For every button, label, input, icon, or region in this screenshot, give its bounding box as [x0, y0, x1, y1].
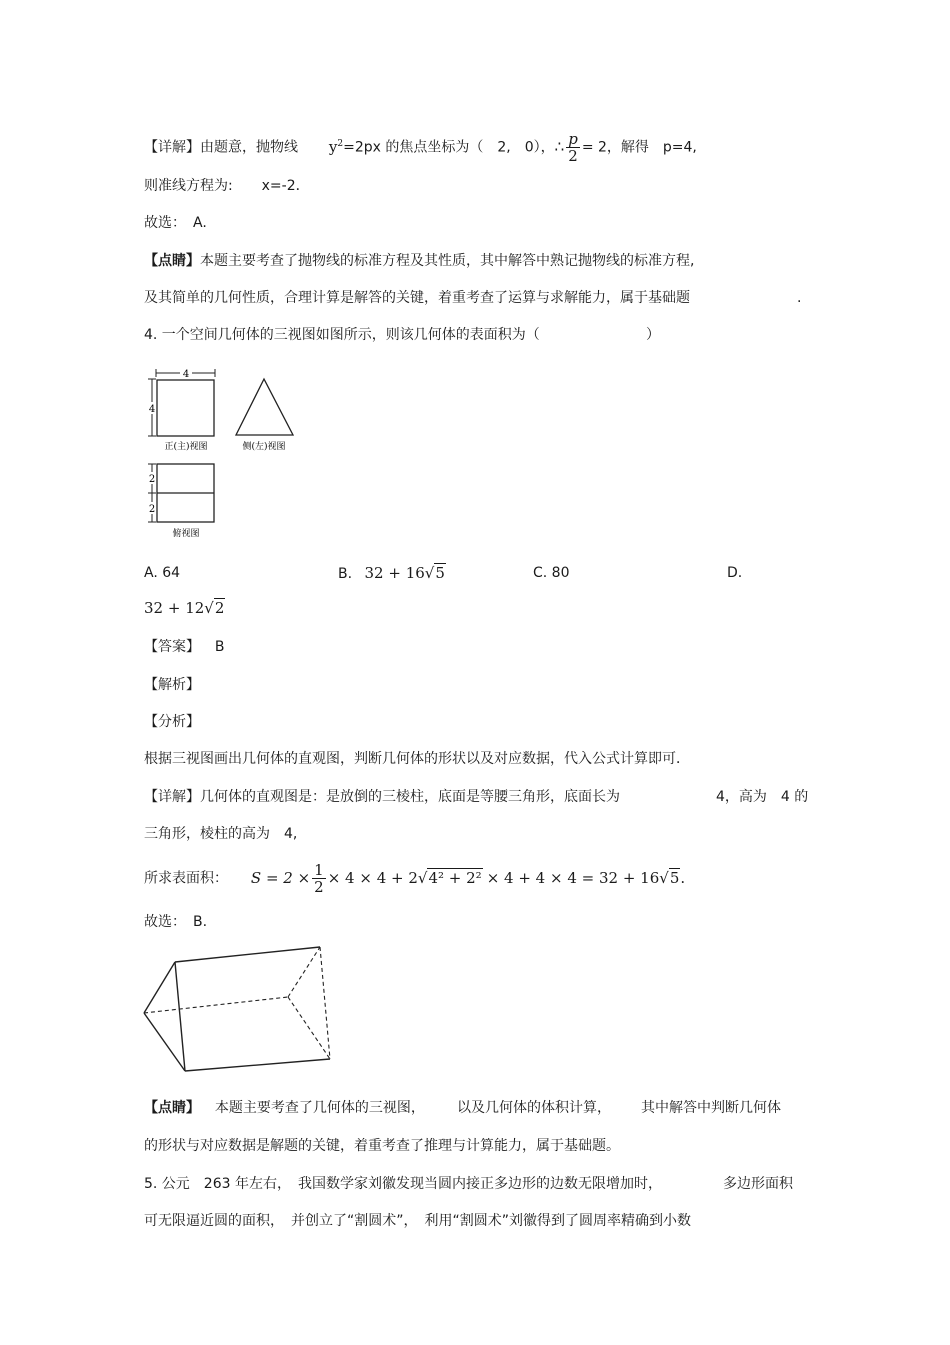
q4-stem: 4. 一个空间几何体的三视图如图所示，则该几何体的表面积为（	[144, 327, 540, 343]
top-view	[147, 464, 214, 539]
analysis-text: 根据三视图画出几何体的直观图，判断几何体的形状以及对应数据，代入公式计算即可．	[144, 751, 690, 767]
q4-review-tag: 【点睛】	[144, 1100, 200, 1116]
prev-review-line-1: 【点睛】本题主要考查了抛物线的标准方程及其性质，其中解答中熟记抛物线的标准方程,	[144, 253, 695, 269]
prev-directrix-line	[144, 176, 310, 196]
front-caption: 正(主)视图	[164, 442, 208, 452]
q5-line-2: 可无限逼近圆的面积， 并创立了“割圆术”， 利用“割圆术”刘徽得到了圆周率精确到小数	[144, 1213, 692, 1229]
front-view	[147, 367, 215, 452]
prism-hidden-edge-middle	[144, 997, 288, 1013]
prev-solve: = 2，解得 p=4,	[581, 139, 697, 156]
option-d-label: D.	[727, 565, 743, 581]
answer-tag: 【答案】	[144, 639, 200, 655]
prism-hidden-edge-back-top	[288, 947, 320, 997]
prev-detail-line	[144, 131, 697, 164]
prism-edge-left-top	[144, 962, 175, 1013]
prism-edge-left-bottom	[144, 1013, 185, 1071]
option-c: C. 80	[533, 565, 570, 581]
area-label: 所求表面积：	[144, 870, 228, 887]
q4-detail-line-2: 三角形，棱柱的高为 4,	[144, 826, 298, 842]
surface-area-formula: S = 2 × $\frac{1}{2}$ × 4 × 4 + 2√4² + 2² × 4 + 4 × 4 = 32 + 16√5.	[250, 861, 686, 896]
top-dim-upper: 2	[148, 474, 156, 485]
top-dim-lower: 2	[148, 504, 156, 515]
parabola-text: =2px 的焦点坐标为（ 2, 0），	[343, 139, 555, 156]
option-a: A. 64	[144, 565, 181, 581]
option-d-value: 32 + 12√2	[144, 599, 225, 617]
prism-hidden-edge-back-bottom	[288, 997, 330, 1059]
top-caption: 俯视图	[172, 529, 200, 539]
q5-line-1b: 多边形面积	[723, 1176, 793, 1192]
q4-choice: 故选： B.	[144, 914, 208, 930]
answer-value: B	[214, 639, 225, 655]
p-over-2: $\frac{p}{2}$	[568, 130, 578, 165]
side-view	[236, 379, 293, 452]
prev-review-end: .	[797, 290, 802, 306]
q4-detail-tag: 【详解】	[144, 789, 200, 805]
prev-detail-tag: 【详解】	[144, 139, 200, 156]
analysis-tag: 【解析】	[144, 677, 200, 693]
side-caption: 侧(左)视图	[242, 442, 286, 452]
q4-review-line-2: 的形状与对应数据是解题的关键，着重考查了推理与计算能力，属于基础题。	[144, 1138, 620, 1154]
q4-formula-line	[144, 862, 685, 895]
q4-detail-line-1b: 4，高为 4 的	[716, 789, 809, 805]
front-dim-left: 4	[148, 404, 156, 415]
prism-edge-top	[175, 947, 320, 962]
prev-detail-text: 由题意，抛物线	[200, 139, 298, 156]
q4-review-line-1b: 以及几何体的体积计算，	[457, 1100, 611, 1116]
front-dim-top: 4	[182, 369, 190, 380]
prev-review-tag: 【点睛】	[144, 253, 200, 269]
analysis-sub-tag: 【分析】	[144, 714, 200, 730]
directrix-label: 则准线方程为:	[144, 178, 233, 194]
prev-choice: 故选： A.	[144, 215, 207, 231]
parabola-y: $y^2$	[328, 137, 344, 156]
q5-line-1: 5. 公元 263 年左右， 我国数学家刘徽发现当圆内接正多边形的边数无限增加时，	[144, 1176, 662, 1192]
prism-edge-bottom	[185, 1059, 330, 1071]
directrix-value: x=-2．	[261, 178, 310, 194]
q4-review-line-1: 【点睛】 本题主要考查了几何体的三视图，	[144, 1100, 425, 1116]
prev-review-line-2: 及其简单的几何性质，合理计算是解答的关键，着重考查了运算与求解能力，属于基础题	[144, 290, 690, 306]
therefore-sign: ∴	[554, 137, 565, 156]
prism-diagram	[140, 942, 340, 1080]
prism-hidden-edge-back	[320, 947, 330, 1059]
q4-detail-line-1: 【详解】几何体的直观图是：是放倒的三棱柱，底面是等腰三角形，底面长为	[144, 789, 620, 805]
q4-answer	[144, 637, 225, 657]
three-views-figure	[144, 364, 304, 544]
option-b: B. 32 + 16√5	[338, 564, 445, 582]
q4-stem-close: ）	[646, 327, 660, 343]
q4-review-line-1c: 其中解答中判断几何体	[641, 1100, 781, 1116]
prism-edge-front	[175, 962, 185, 1071]
